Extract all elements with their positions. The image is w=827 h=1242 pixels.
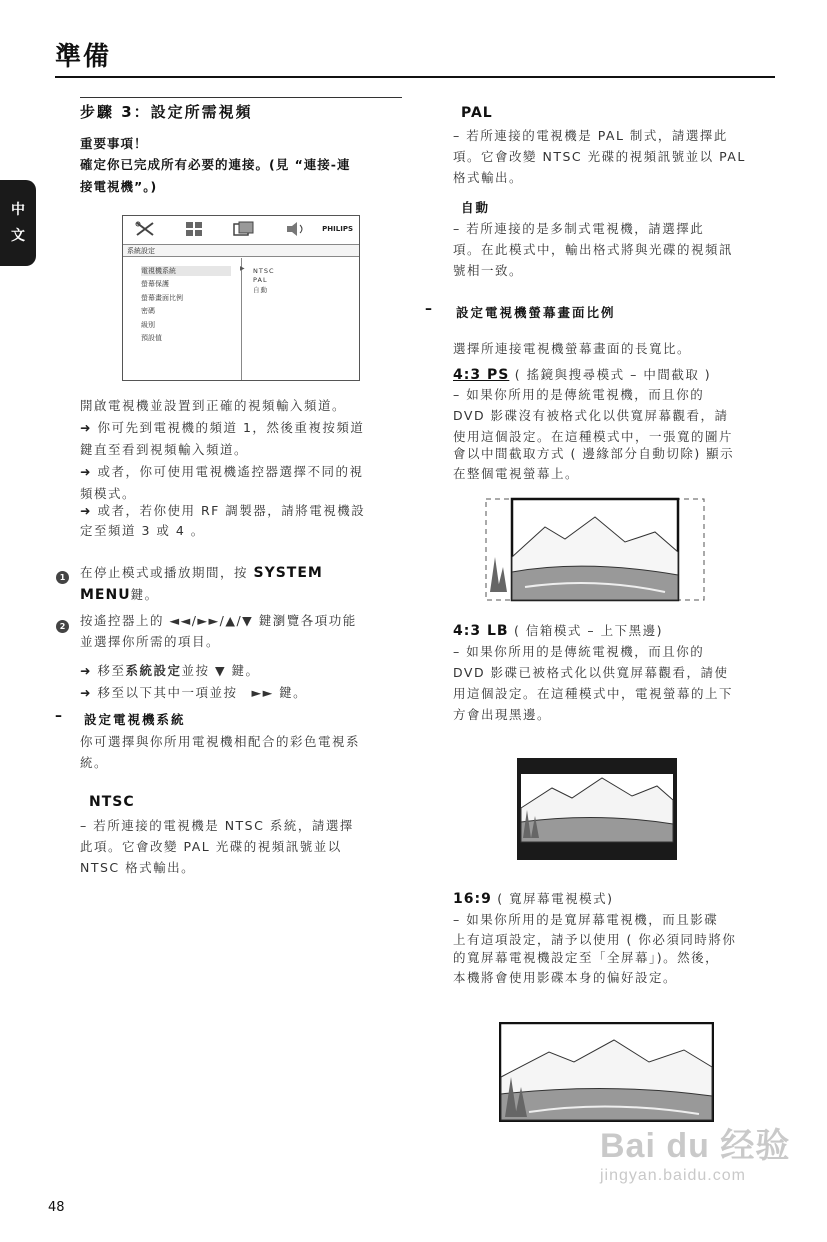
menu-brand: PHILIPS: [322, 225, 353, 233]
wide-heading: 16:9: [453, 891, 492, 907]
move-1-pre: 移至: [97, 663, 126, 678]
ps-title-line: [453, 364, 711, 386]
lb-subtitle: ( 信箱模式 – 上下黑邊): [508, 623, 663, 638]
aspect-description: 選擇所連接電視機螢幕畫面的長寬比。: [453, 341, 692, 356]
menu-option-pal[interactable]: PAL: [253, 276, 268, 284]
step-2-circle: 2: [56, 620, 69, 633]
lb-line-1: – 如果你所用的是傳統電視機，而且你的: [453, 644, 705, 659]
ps-line-3: 使用這個設定。在這種模式中，一張寬的圖片: [453, 429, 734, 444]
ps-subtitle: ( 搖鏡與搜尋模式 – 中間截取 ): [509, 367, 712, 382]
intro-line-4-text: 或者，你可使用電視機遙控器選擇不同的視: [97, 464, 364, 479]
step-1-post: 鍵。: [130, 587, 159, 602]
language-tab-char-1: 中: [11, 202, 25, 218]
intro-line-1: 開啟電視機並設置到正確的視頻輸入頻道。: [80, 398, 347, 413]
ps-heading: 4:3 PS: [453, 367, 510, 383]
pal-line-3: 格式輸出。: [453, 170, 524, 185]
menu-divider: [241, 258, 242, 380]
menu-item-rating[interactable]: 級別: [141, 321, 155, 329]
lb-line-4: 方會出現黑邊。: [453, 707, 552, 722]
intro-line-6-text: 或者，若你使用 RF 調製器，請將電視機設: [97, 503, 366, 518]
baidu-watermark: [600, 1118, 790, 1185]
intro-line-6: [80, 500, 365, 522]
menu-header: 系統設定: [123, 244, 359, 257]
important-note-line-1: 確定你已完成所有必要的連接。(見 “連接-連: [80, 157, 351, 172]
tv-system-line-1: 你可選擇與你所用電視機相配合的彩色電視系: [80, 734, 361, 749]
arrow-icon: ➜: [80, 503, 92, 518]
intro-line-2: [80, 417, 364, 439]
title-rule: [55, 76, 775, 78]
pal-line-1: – 若所連接的電視機是 PAL 制式，請選擇此: [453, 128, 728, 143]
step-1-number: [56, 565, 69, 584]
language-tab: [0, 180, 36, 266]
system-key-label: SYSTEM: [253, 565, 323, 581]
move-step-2: [80, 682, 307, 704]
system-menu-illustration: [122, 215, 360, 381]
ntsc-line-1: – 若所連接的電視機是 NTSC 系統，請選擇: [80, 818, 354, 833]
tv-system-line-2: 統。: [80, 755, 109, 770]
intro-line-7: 定至頻道 3 或 4 。: [80, 523, 205, 538]
ps-line-5: 在整個電視螢幕上。: [453, 466, 580, 481]
ntsc-line-2: 此項。它會改變 PAL 光碟的視頻訊號並以: [80, 839, 342, 854]
page-number: 48: [48, 1200, 65, 1215]
ps-line-2: DVD 影碟沒有被格式化以供寬屏幕觀看，請: [453, 408, 729, 423]
menu-option-ntsc[interactable]: NTSC: [253, 267, 275, 275]
screen-icon: [233, 221, 255, 241]
important-note-line-2: 接電視機”。): [80, 179, 158, 194]
page-title: 準備: [55, 42, 112, 72]
language-tab-char-2: 文: [11, 228, 25, 244]
menu-item-defaults[interactable]: 預設值: [141, 334, 162, 342]
step-1-pre: 在停止模式或播放期間，按: [80, 565, 254, 580]
step-1-line-1: [80, 562, 323, 584]
ntsc-line-3: NTSC 格式輸出。: [80, 860, 196, 875]
menu-item-tv-system[interactable]: 電視機系統: [141, 266, 231, 276]
arrow-icon: ➜: [80, 420, 92, 435]
menu-item-password[interactable]: 密碼: [141, 307, 155, 315]
pan-scan-illustration: [485, 497, 707, 603]
auto-line-1: – 若所連接的是多制式電視機，請選擇此: [453, 221, 705, 236]
move-2-text: 移至以下其中一項並按 ►► 鍵。: [97, 685, 308, 700]
dash-bullet: –: [425, 301, 432, 317]
wide-title-line: [453, 888, 614, 910]
intro-line-2-text: 你可先到電視機的頻道 1，然後重複按頻道: [97, 420, 365, 435]
speaker-icon: [285, 221, 307, 241]
step-2-line-1: 按遙控器上的 ◄◄/►►/▲/▼ 鍵瀏覽各項功能: [80, 613, 357, 628]
aspect-heading: 設定電視機螢幕畫面比例: [456, 305, 616, 320]
letterbox-illustration: [517, 758, 677, 860]
display-grid-icon: [185, 221, 203, 241]
pal-heading: PAL: [461, 105, 493, 121]
widescreen-illustration: [499, 1022, 714, 1122]
menu-option-auto[interactable]: 自動: [253, 286, 268, 294]
step-2-line-2: 並選擇你所需的項目。: [80, 634, 221, 649]
menu-key-label: MENU: [80, 587, 131, 603]
move-1-bold: 系統設定: [125, 663, 182, 678]
auto-line-2: 項。在此模式中，輸出格式將與光碟的視頻訊: [453, 242, 734, 257]
wide-line-3: 的寬屏幕電視機設定至「全屏幕」)。然後，: [453, 950, 720, 965]
step-rule: [80, 97, 402, 98]
lb-heading: 4:3 LB: [453, 623, 509, 639]
arrow-icon: ➜: [80, 685, 92, 700]
menu-item-aspect-ratio[interactable]: 螢幕畫面比例: [141, 294, 183, 302]
auto-line-3: 號相一致。: [453, 263, 524, 278]
wide-line-1: – 如果你所用的是寬屏幕電視機，而且影碟: [453, 912, 719, 927]
watermark-url: jingyan.baidu.com: [600, 1167, 746, 1184]
lb-line-3: 用這個設定。在這種模式中，電視螢幕的上下: [453, 686, 734, 701]
move-step-1: [80, 660, 260, 682]
ntsc-heading: NTSC: [89, 794, 135, 810]
wide-line-2: 上有這項設定，請予以使用 ( 你必須同時將你: [453, 932, 737, 947]
menu-caret-icon: ▶: [240, 265, 245, 272]
menu-icon-bar: [123, 216, 359, 244]
wide-subtitle: ( 寬屏幕電視模式): [491, 891, 614, 906]
lb-title-line: [453, 620, 663, 642]
move-1-post: 並按 ▼ 鍵。: [181, 663, 260, 678]
arrow-icon: ➜: [80, 663, 92, 678]
step-2-number: [56, 614, 69, 633]
auto-heading: 自動: [461, 200, 491, 215]
wide-line-4: 本機將會使用影碟本身的偏好設定。: [453, 970, 678, 985]
tools-icon: [135, 221, 155, 241]
tv-system-heading: 設定電視機系統: [84, 712, 186, 727]
lb-line-2: DVD 影碟已被格式化以供寬屏幕觀看，請使: [453, 665, 729, 680]
important-label: 重要事項！: [80, 136, 148, 151]
ps-line-1: – 如果你所用的是傳統電視機，而且你的: [453, 387, 705, 402]
ps-line-4: 會以中間截取方式 ( 邊緣部分自動切除) 顯示: [453, 446, 735, 461]
intro-line-5: 頻模式。: [80, 486, 137, 501]
step-1-line-2: [80, 584, 159, 606]
watermark-logo: Bai du 经验: [600, 1127, 791, 1165]
pal-line-2: 項。它會改變 NTSC 光碟的視頻訊號並以 PAL: [453, 149, 746, 164]
arrow-icon: ➜: [80, 464, 92, 479]
step-title: 步驟 3：設定所需視頻: [80, 103, 253, 121]
dash-bullet: –: [55, 708, 62, 724]
intro-line-4: [80, 461, 363, 483]
intro-line-3: 鍵直至看到視頻輸入頻道。: [80, 442, 249, 457]
menu-item-screen-saver[interactable]: 螢幕保護: [141, 280, 169, 288]
step-1-circle: 1: [56, 571, 69, 584]
